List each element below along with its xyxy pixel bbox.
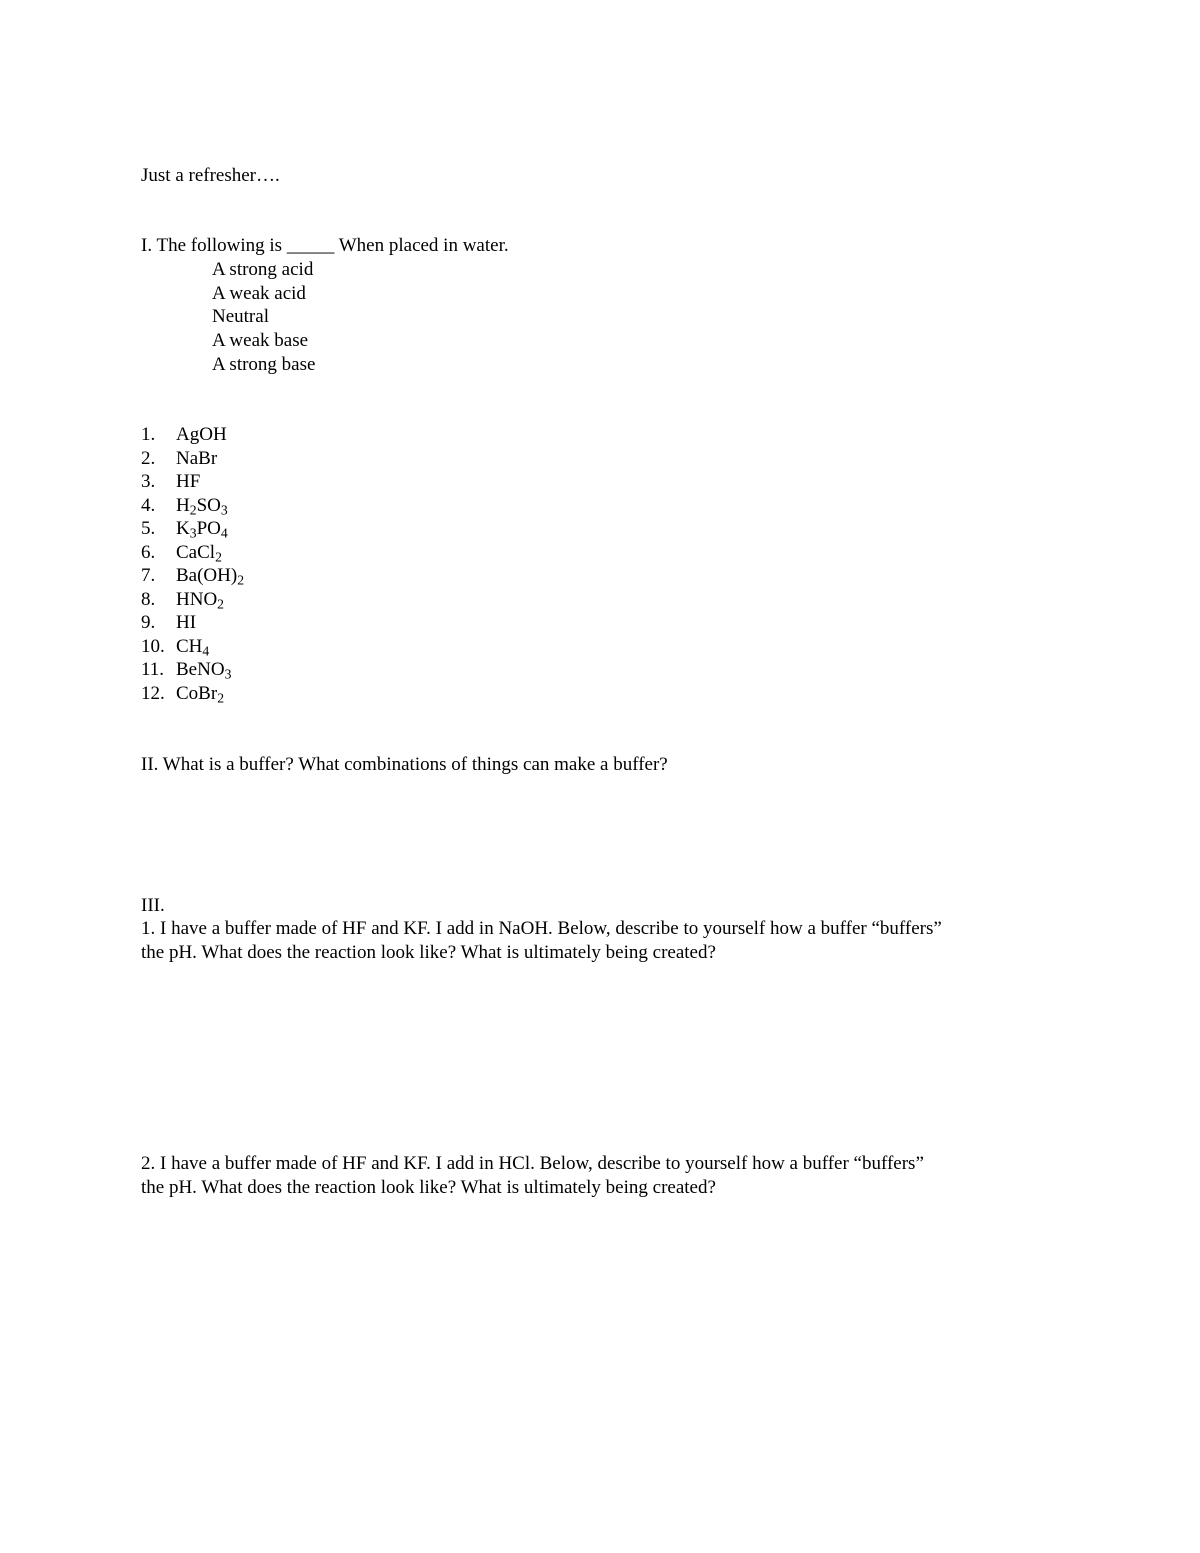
item-number: 11. xyxy=(141,659,165,680)
option-strong-acid: A strong acid xyxy=(212,259,314,280)
question2-line2: the pH. What does the reaction look like? What is ultimately being created? xyxy=(141,1177,716,1198)
item-number: 2. xyxy=(141,448,156,469)
option-strong-base: A strong base xyxy=(212,354,316,375)
option-weak-base: A weak base xyxy=(212,330,309,351)
section2-prompt: II. What is a buffer? What combinations of things can make a buffer? xyxy=(141,754,668,775)
item-number: 3. xyxy=(141,471,156,492)
item-number: 12. xyxy=(141,683,165,704)
section1-prompt: I. The following is _____ When placed in water. xyxy=(141,235,509,256)
item-number: 5. xyxy=(141,518,156,539)
item-formula: BeNO$_3$ xyxy=(176,659,232,682)
item-number: 4. xyxy=(141,495,156,516)
item-formula: $K_3PO_4$ xyxy=(176,518,228,541)
item-number: 10. xyxy=(141,636,165,657)
item-formula: HI xyxy=(176,612,197,633)
intro-text: Just a refresher…. xyxy=(141,165,280,186)
item-formula: NaBr xyxy=(176,448,218,469)
item-formula: HF xyxy=(176,471,201,492)
item-formula: $CH_4$ xyxy=(176,636,210,659)
item-formula: $Ba(OH)_2$ xyxy=(176,565,245,588)
item-formula: CoBr$_2$ xyxy=(176,683,225,706)
question1-line1: 1. I have a buffer made of HF and KF. I add in NaOH. Below, describe to yourself how a buffer “buffers” xyxy=(141,918,942,939)
question1-line2: the pH. What does the reaction look like? What is ultimately being created? xyxy=(141,942,716,963)
item-formula: $HNO_2$ xyxy=(176,589,225,612)
item-formula: $H_2SO_3$ xyxy=(176,495,228,518)
item-number: 7. xyxy=(141,565,156,586)
question2-line1: 2. I have a buffer made of HF and KF. I add in HCl. Below, describe to yourself how a buffer “buffers” xyxy=(141,1153,924,1174)
item-number: 6. xyxy=(141,542,156,563)
item-formula: AgOH xyxy=(176,424,227,445)
option-neutral: Neutral xyxy=(212,306,269,327)
item-number: 1. xyxy=(141,424,156,445)
option-weak-acid: A weak acid xyxy=(212,283,306,304)
section3-heading: III. xyxy=(141,895,165,916)
item-number: 8. xyxy=(141,589,156,610)
item-formula: CaCl$_2$ xyxy=(176,542,222,565)
item-number: 9. xyxy=(141,612,156,633)
